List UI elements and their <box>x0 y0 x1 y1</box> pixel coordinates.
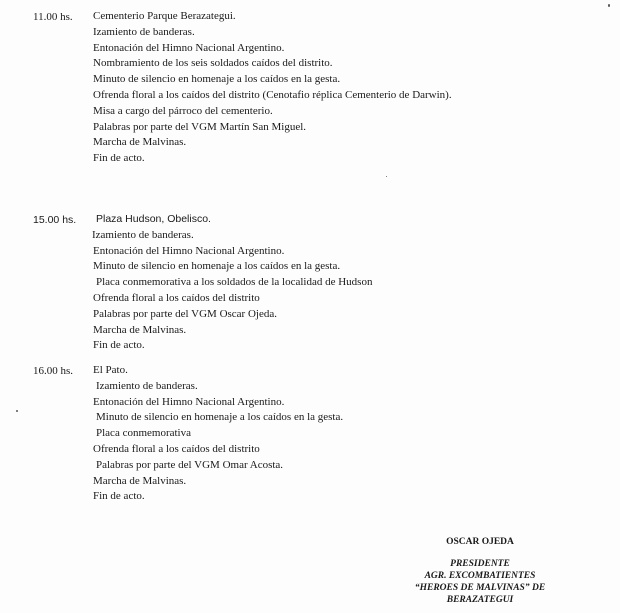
program-item: Placa conmemorativa a los soldados de la localidad de Hudson <box>96 276 373 289</box>
section-items <box>93 363 343 505</box>
location-line: El Pato. <box>93 364 128 376</box>
program-item: Fin de acto. <box>93 339 145 352</box>
scan-speck <box>608 4 610 7</box>
program-item: Minuto de silencio en homenaje a los caídos en la gesta. <box>93 73 341 86</box>
program-item: Ofrenda floral a los caídos del distrito <box>93 291 260 304</box>
program-item: Izamiento de banderas. <box>92 228 194 241</box>
location-line: Plaza Hudson, Obelisco. <box>96 213 211 225</box>
program-item: Entonación del Himno Nacional Argentino. <box>93 41 285 54</box>
program-item: Fin de acto. <box>93 490 145 503</box>
section-items <box>93 212 372 354</box>
section-items <box>93 9 452 167</box>
program-item: Ofrenda floral a los caídos del distrito <box>93 442 260 455</box>
signatory-role-line: BERAZATEGUI <box>446 595 514 605</box>
location-line: Cementerio Parque Berazategui. <box>93 10 236 22</box>
program-item: Misa a cargo del párroco del cementerio. <box>93 104 273 117</box>
program-item: Nombramiento de los seis soldados caídos del distrito. <box>93 57 333 70</box>
signatory-role-line: AGR. EXCOMBATIENTES <box>424 571 536 581</box>
section-time: 16.00 hs. <box>33 365 74 377</box>
program-item: Marcha de Malvinas. <box>93 323 187 336</box>
section-time: 11.00 hs. <box>33 11 73 23</box>
program-item: Minuto de silencio en homenaje a los caídos en la gesta. <box>96 411 344 424</box>
program-item: Palabras por parte del VGM Martín San Miguel. <box>93 120 307 133</box>
signature-block <box>380 536 580 606</box>
program-item: Entonación del Himno Nacional Argentino. <box>93 244 285 257</box>
program-item: Minuto de silencio en homenaje a los caídos en la gesta. <box>93 260 341 273</box>
program-item: Izamiento de banderas. <box>93 25 195 38</box>
program-item: Izamiento de banderas. <box>96 379 198 392</box>
signatory-name: OSCAR OJEDA <box>446 537 514 547</box>
program-item: Entonación del Himno Nacional Argentino. <box>93 395 285 408</box>
program-item: Marcha de Malvinas. <box>93 474 187 487</box>
program-item: Marcha de Malvinas. <box>93 136 187 149</box>
program-item: Palabras por parte del VGM Oscar Ojeda. <box>93 307 277 320</box>
signatory-role-line: “HEROES DE MALVINAS” DE <box>414 583 546 593</box>
program-item: Fin de acto. <box>93 152 145 165</box>
program-item: Palabras por parte del VGM Omar Acosta. <box>96 458 284 471</box>
scan-speck <box>386 176 387 177</box>
program-item: Placa conmemorativa <box>96 427 191 440</box>
section-time: 15.00 hs. <box>33 214 77 226</box>
signatory-role-line: PRESIDENTE <box>450 559 510 569</box>
program-item: Ofrenda floral a los caídos del distrito (Cenotafio réplica Cementerio de Darwin). <box>93 88 452 101</box>
scan-speck <box>16 410 18 412</box>
